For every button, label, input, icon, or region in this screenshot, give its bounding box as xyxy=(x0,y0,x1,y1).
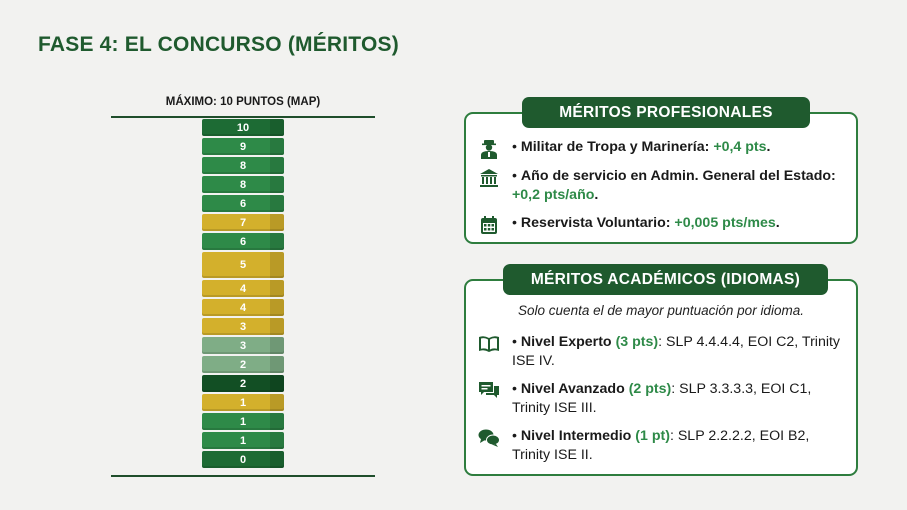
page-title: FASE 4: EL CONCURSO (MÉRITOS) xyxy=(38,33,399,56)
stack-block: 9 xyxy=(202,138,284,155)
calendar-icon xyxy=(478,215,500,235)
stack-block: 2 xyxy=(202,375,284,392)
soldier-icon xyxy=(478,139,500,159)
stack-block: 0 xyxy=(202,451,284,468)
book-icon xyxy=(478,334,500,354)
stack-block: 5 xyxy=(202,252,284,278)
meritos-academicos-panel: Solo cuenta el de mayor puntuación por idioma. • Nivel Experto (3 pts): SLP 4.4.4.4, EOI C2, Trinity ISE IV. • Nivel Avanzado (2 pts): SLP 3.3.3.3, EOI C1, Trinity ISE III. • Nivel Intermedio (1 pt): SLP 2.2.2.2, EOI B2, Trinity ISE II. xyxy=(464,279,858,476)
meritos-profesionales-header: MÉRITOS PROFESIONALES xyxy=(522,97,810,128)
stack-block: 3 xyxy=(202,337,284,354)
stack-block: 4 xyxy=(202,280,284,297)
stack-block: 2 xyxy=(202,356,284,373)
stack-label: MÁXIMO: 10 PUNTOS (MAP) xyxy=(165,96,321,108)
meritos-profesionales-panel: • Militar de Tropa y Marinería: +0,4 pts. • Año de servicio en Admin. General del Estado: +0,2 pts/año. • Reservista Voluntario: +0,005 pts/mes. xyxy=(464,112,858,244)
speech-bubbles-icon xyxy=(478,428,500,448)
stack-block: 4 xyxy=(202,299,284,316)
government-building-icon xyxy=(478,168,500,188)
stack-top-line xyxy=(111,116,375,118)
stack-block: 8 xyxy=(202,176,284,193)
stack-block: 6 xyxy=(202,195,284,212)
stack-block: 10 xyxy=(202,119,284,136)
stack-block: 8 xyxy=(202,157,284,174)
chat-icon xyxy=(478,381,500,401)
stack-block: 1 xyxy=(202,413,284,430)
stack-block: 1 xyxy=(202,394,284,411)
meritos-academicos-header: MÉRITOS ACADÉMICOS (IDIOMAS) xyxy=(503,264,828,295)
stack-block: 1 xyxy=(202,432,284,449)
note-text: Solo cuenta el de mayor puntuación por idioma. xyxy=(518,303,804,318)
stack-bottom-line xyxy=(111,475,375,477)
stack-block: 6 xyxy=(202,233,284,250)
stack-block: 7 xyxy=(202,214,284,231)
stack-block: 3 xyxy=(202,318,284,335)
points-stack xyxy=(202,119,284,470)
